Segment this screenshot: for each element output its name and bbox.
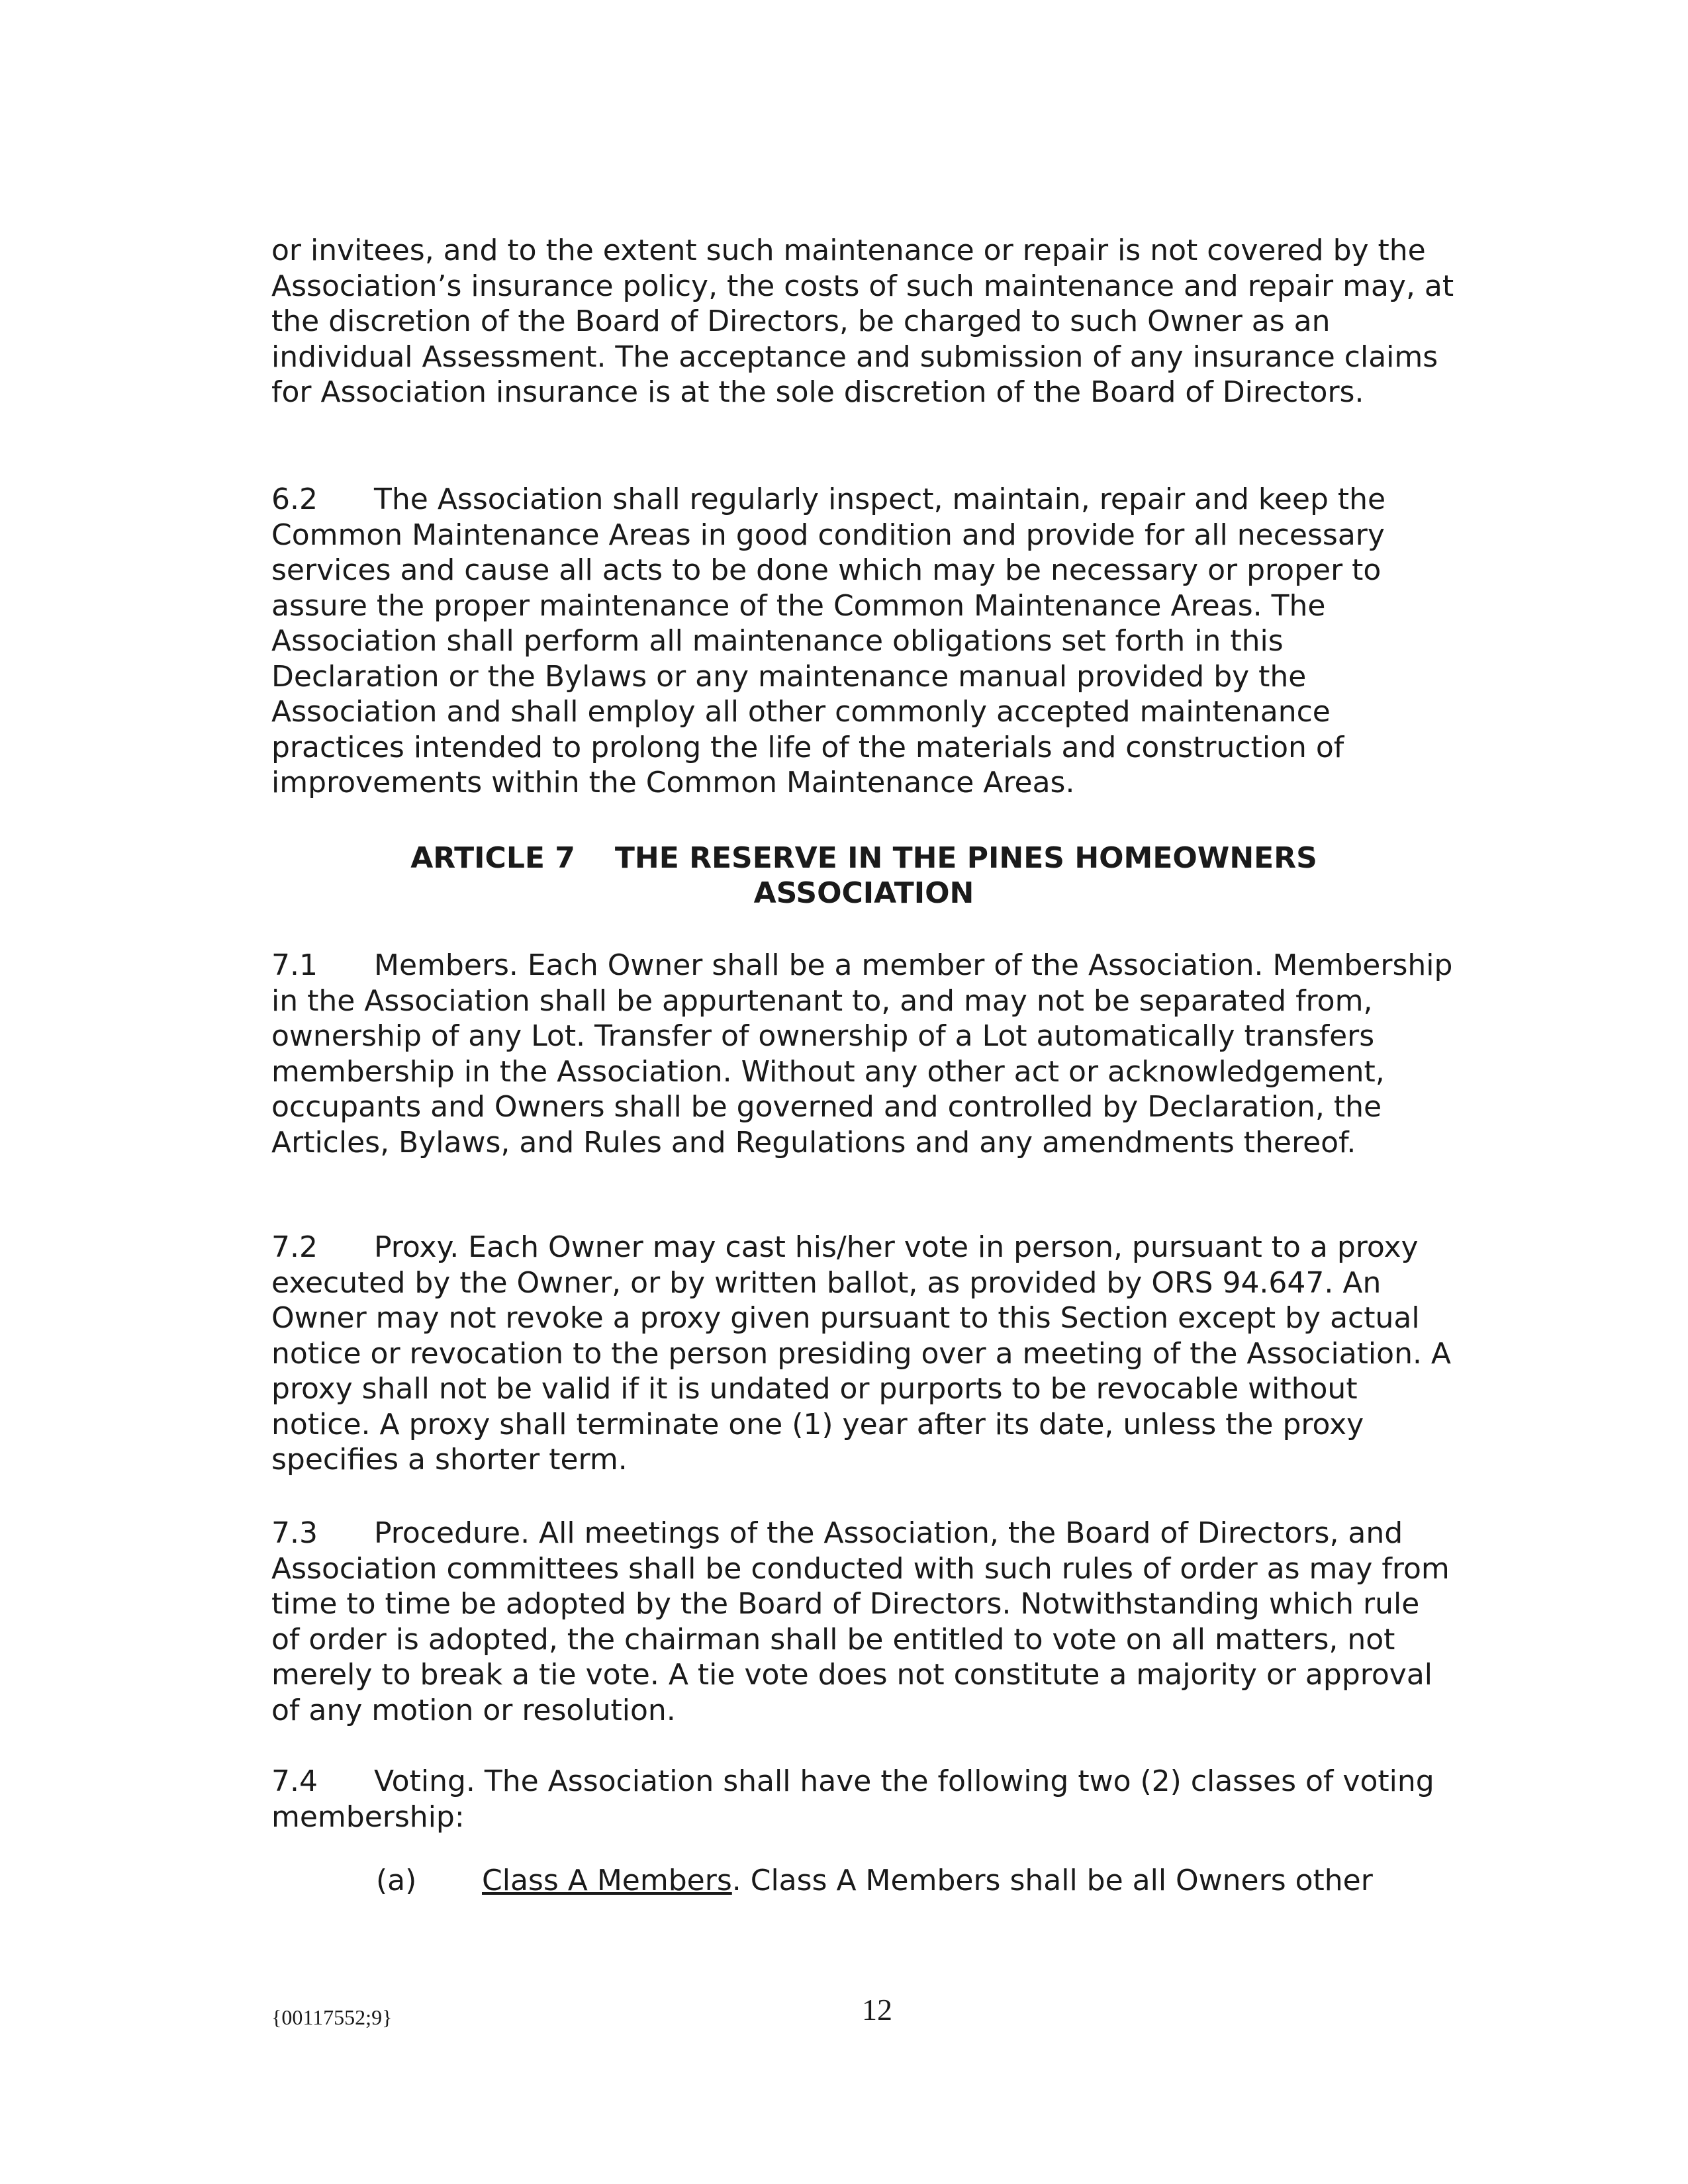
article-title-line1: THE RESERVE IN THE PINES HOMEOWNERS [614, 841, 1317, 875]
footer-document-id: {00117552;9} [271, 2005, 393, 2029]
article-heading [271, 841, 1456, 911]
subsection-text: . Class A Members shall be all Owners other [731, 1864, 1373, 1897]
article-title-line2: ASSOCIATION [753, 876, 974, 910]
section-number: 7.4 [271, 1764, 318, 1798]
section-7-4 [271, 1764, 1456, 1835]
section-number: 6.2 [271, 482, 318, 516]
subsection-a [376, 1863, 1462, 1899]
section-number: 7.2 [271, 1230, 318, 1264]
section-7-2 [271, 1230, 1456, 1478]
subsection-title: Class A Members [482, 1864, 732, 1897]
section-text: The Association shall regularly inspect, maintain, repair and keep the Common Maintenance Areas in good condition and provide for all necessary services and cause all acts to be done which may be necessary or proper to assure the proper maintenance of the Common Maintenance Areas. The Association shall perform all maintenance obligations set forth in this Declaration or the Bylaws or any maintenance manual provided by the Association and shall employ all other commonly accepted maintenance practices intended to prolong the life of the materials and construction of improvements within the Common Maintenance Areas. [271, 482, 1386, 799]
section-number: 7.3 [271, 1516, 318, 1550]
paragraph-continued [271, 233, 1456, 410]
subsection-label: (a) [376, 1864, 417, 1897]
section-text: Voting. The Association shall have the following two (2) classes of voting membership: [271, 1764, 1434, 1834]
paragraph-text: or invitees, and to the extent such maintenance or repair is not covered by the Association’s insurance policy, the costs of such maintenance and repair may, at the discretion of the Board of Directors, be charged to such Owner as an individual Assessment. The acceptance and submission of any insurance claims for Association insurance is at the sole discretion of the Board of Directors. [271, 234, 1454, 409]
section-7-3 [271, 1516, 1456, 1728]
section-text: Procedure. All meetings of the Association, the Board of Directors, and Association committees shall be conducted with such rules of order as may from time to time be adopted by the Board of Directors. Notwithstanding which rule of order is adopted, the chairman shall be entitled to vote on all matters, not merely to break a tie vote. A tie vote does not constitute a majority or approval of any motion or resolution. [271, 1516, 1450, 1727]
section-text: Proxy. Each Owner may cast his/her vote in person, pursuant to a proxy executed by the Owner, or by written ballot, as provided by ORS 94.647. An Owner may not revoke a proxy given pursuant to this Section except by actual notice or revocation to the person presiding over a meeting of the Association. A proxy shall not be valid if it is undated or purports to be revocable without notice. A proxy shall terminate one (1) year after its date, unless the proxy specifies a shorter term. [271, 1230, 1452, 1477]
section-6-2 [271, 482, 1456, 801]
section-text: Members. Each Owner shall be a member of the Association. Membership in the Association shall be appurtenant to, and may not be separated from, ownership of any Lot. Transfer of ownership of a Lot automatically transfers membership in the Association. Without any other act or acknowledgement, occupants and Owners shall be governed and controlled by Declaration, the Articles, Bylaws, and Rules and Regulations and any amendments thereof. [271, 948, 1453, 1160]
section-number: 7.1 [271, 948, 318, 982]
article-label: ARTICLE 7 [410, 841, 575, 875]
section-7-1 [271, 948, 1456, 1160]
page-number: 12 [862, 1993, 892, 2026]
